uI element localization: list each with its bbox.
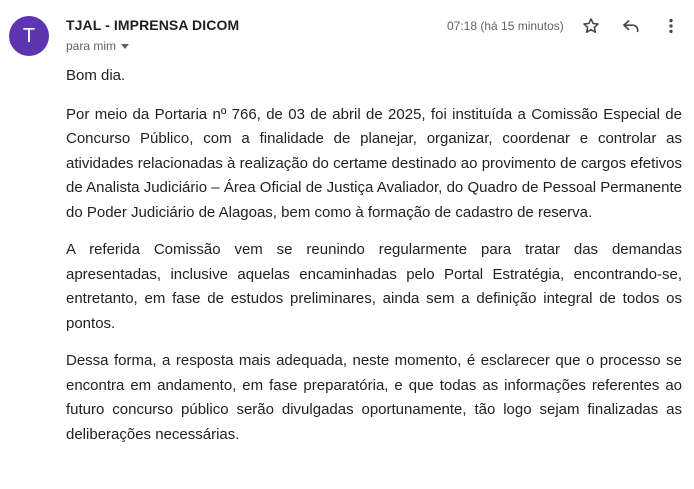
greeting: Bom dia. [66, 67, 126, 84]
avatar-initial: T [22, 25, 36, 47]
paragraph-3: Dessa forma, a resposta mais adequada, neste momento, é esclarecer que o processo se encontra em andamento, em fase preparatória, e que todas as informações referentes ao futuro concurso público serão divulgadas oportunamente, tão logo sejam finalizadas as deliberações necessárias. [66, 352, 682, 443]
more-options-button[interactable] [659, 14, 683, 38]
message-timestamp: 07:18 (há 15 minutos) [447, 19, 564, 33]
paragraph-1: Por meio da Portaria nº 766, de 03 de abril de 2025, foi instituída a Comissão Especial de Concurso Público, com a finalidade de planejar, organizar, coordenar e controlar as atividades relacionadas à realização do certame destinado ao provimento de cargos efetivos de Analista Judiciário – Área Oficial de Justiça Avaliador, do Quadro de Pessoal Permanente do Poder Judiciário de Alagoas, bem como à formação de cadastro de reserva. [66, 105, 682, 221]
reply-button[interactable] [619, 14, 643, 38]
star-button[interactable] [579, 14, 603, 38]
avatar[interactable] [9, 16, 49, 56]
reply-icon [621, 16, 641, 36]
chevron-down-icon [121, 44, 129, 49]
more-vert-icon [661, 16, 681, 36]
recipient-details-toggle[interactable] [66, 39, 129, 53]
paragraph-2: A referida Comissão vem se reunindo regularmente para tratar das demandas apresentadas, inclusive aquelas encaminhadas pelo Portal Estratégia, encontrando-se, entretanto, em fase de estudos preliminares, ainda sem a definição integral de todos os pontos. [66, 241, 682, 332]
message-body [66, 64, 682, 460]
recipient-label: para mim [66, 39, 117, 53]
sender-name[interactable]: TJAL - IMPRENSA DICOM [66, 17, 240, 33]
star-outline-icon [581, 16, 601, 36]
